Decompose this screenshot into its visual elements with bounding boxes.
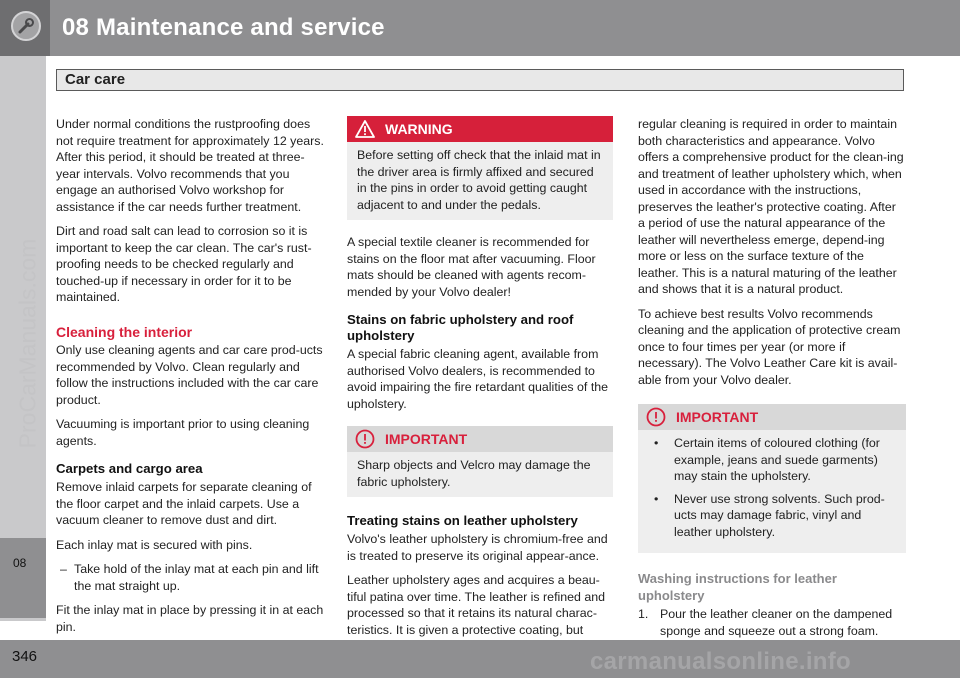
warning-text: Before setting off check that the inlaid mat in the driver area is firmly affixed and secured in the pins in order to avoid getting caught adjacent to and under the pedals. [357, 148, 601, 212]
list-item [648, 491, 896, 541]
paragraph: Only use cleaning agents and car care prod-ucts recommended by Volvo. Clean regularly and follow the instructions included with the car care product. [56, 343, 323, 407]
warning-box [347, 116, 613, 220]
list-item [638, 606, 906, 639]
paragraph: A special textile cleaner is recommended for stains on the floor mat after vacuuming. Floor mats should be cleaned with agents recom-mended by your Volvo dealer! [347, 235, 596, 299]
paragraph: Dirt and road salt can lead to corrosion so it is important to keep the car clean. The car's rust-proofing needs to be checked regularly and touched-up if necessary in order for it to be maintained. [56, 224, 312, 304]
paragraph: To achieve best results Volvo recommends cleaning and the application of protective cream once to four times per year (or more if necessary). The Volvo Leather Care kit is avail-able from your Volvo dealer. [638, 306, 901, 387]
list-item-text: Never use strong solvents. Such prod-ucts may damage fabric, vinyl and leather upholstery. [674, 491, 885, 539]
chapter-title: 08 Maintenance and service [62, 14, 385, 41]
wrench-icon [11, 11, 41, 41]
heading-washing-instructions: Washing instructions for leather upholstery [638, 571, 837, 603]
footer-watermark: carmanualsonline.info [590, 648, 852, 675]
important-title: IMPORTANT [385, 430, 468, 447]
bullet-marker: • [654, 436, 659, 450]
list-item-text: Pour the leather cleaner on the dampened sponge and squeeze out a strong foam. [660, 607, 893, 638]
chapter-logo [0, 0, 50, 56]
chapter-tab-label: 08 [13, 556, 27, 570]
column-middle [347, 116, 613, 646]
important-text: Sharp objects and Velcro may damage the fabric upholstery. [357, 458, 591, 489]
chapter-tab [0, 538, 46, 618]
column-right [638, 116, 906, 639]
list-item-text: Take hold of the inlay mat at each pin and lift the mat straight up. [74, 562, 319, 593]
list-item [56, 561, 324, 594]
heading-cleaning-interior: Cleaning the interior [56, 323, 193, 340]
heading-fabric-stains: Stains on fabric upholstery and roof upholstery [347, 312, 574, 343]
important-box [347, 426, 613, 497]
paragraph: A special fabric cleaning agent, available from authorised Volvo dealers, is recommended to avoid impairing the fire retardant qualities of the upholstery. [347, 347, 609, 411]
important-box [638, 404, 906, 553]
dash-marker: – [60, 562, 67, 576]
paragraph: Under normal conditions the rustproofing does not require treatment for approximately 12 years. After this period, it should be treated at three-year intervals. Volvo recommends that you engage an authorised Volvo workshop for assistance if the car needs further treatment. [56, 117, 324, 214]
paragraph: regular cleaning is required in order to maintain both characteristics and appearance. Volvo offers a comprehensive product for the clean-ing and treatment of leather upholstery which, when used in accordance with the instructions, preserves the leather's protective coating. After a period of use the natural appearance of the leather will nevertheless emerge, depend-ing more or less on the surface texture of the leather. This is a natural maturing of the leather and shows that it is a natural product. [638, 117, 904, 296]
paragraph: Each inlay mat is secured with pins. [56, 537, 253, 552]
paragraph: Fit the inlay mat in place by pressing it in at each pin. [56, 603, 324, 634]
exclamation-circle-icon [355, 429, 375, 449]
column-left [56, 116, 324, 643]
heading-carpets: Carpets and cargo area [56, 461, 203, 476]
paragraph: Volvo's leather upholstery is chromium-free and is treated to preserve its original appear-ance. [347, 532, 608, 563]
paragraph: Vacuuming is important prior to using cleaning agents. [56, 417, 310, 448]
exclamation-circle-icon [646, 407, 666, 427]
page-number: 346 [12, 648, 38, 665]
warning-header [347, 116, 613, 142]
chapter-header [0, 0, 960, 56]
section-bar [56, 69, 904, 91]
section-title: Car care [65, 71, 126, 88]
warning-triangle-icon [355, 120, 375, 138]
important-header [347, 426, 613, 452]
list-item-text: Certain items of coloured clothing (for example, jeans and suede garments) may stain the upholstery. [674, 436, 880, 483]
warning-title: WARNING [385, 120, 453, 137]
side-watermark: ProCarManuals.com [14, 238, 41, 449]
paragraph: Remove inlaid carpets for separate cleaning of the floor carpet and the inlaid carpets. Use a vacuum cleaner to remove dust and dirt. [56, 480, 312, 527]
important-list [638, 430, 906, 553]
important-title: IMPORTANT [676, 408, 759, 425]
list-item [648, 435, 896, 485]
bullet-marker: • [654, 491, 659, 506]
paragraph: Leather upholstery ages and acquires a beau-tiful patina over time. The leather is refined and processed so that it retains its natural charac-teristics. It is given a protective coating, but [347, 573, 606, 637]
important-header [638, 404, 906, 430]
heading-leather-stains: Treating stains on leather upholstery [347, 513, 578, 528]
step-number: 1. [638, 607, 649, 621]
